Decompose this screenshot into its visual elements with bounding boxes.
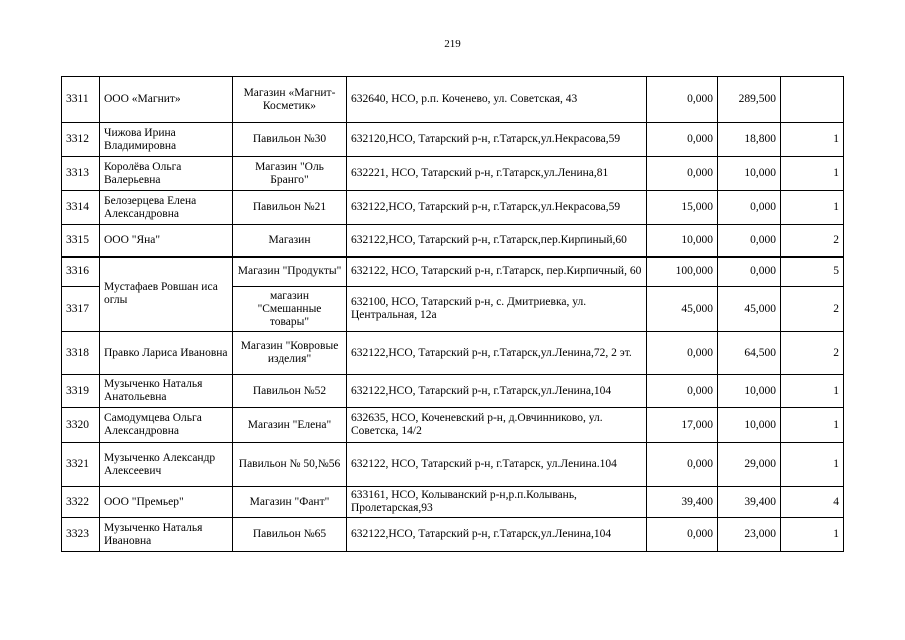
organization-name: ООО "Премьер" bbox=[100, 487, 233, 518]
value-1: 0,000 bbox=[647, 518, 718, 552]
organization-name: Правко Лариса Ивановна bbox=[100, 332, 233, 375]
value-1: 0,000 bbox=[647, 123, 718, 157]
address: 632122,НСО, Татарский р-н, г.Татарск,ул.Ленина,104 bbox=[347, 518, 647, 552]
organization-name: Белозерцева Елена Александровна bbox=[100, 191, 233, 225]
value-3: 2 bbox=[781, 287, 844, 332]
value-3: 1 bbox=[781, 518, 844, 552]
value-1: 17,000 bbox=[647, 408, 718, 443]
organization-name: Музыченко Александр Алексеевич bbox=[100, 443, 233, 487]
row-number: 3322 bbox=[62, 487, 100, 518]
value-1: 15,000 bbox=[647, 191, 718, 225]
table-row bbox=[62, 408, 844, 443]
object-name: магазин "Смешанные товары" bbox=[233, 287, 347, 332]
organization-name: ООО «Магнит» bbox=[100, 77, 233, 123]
row-number: 3320 bbox=[62, 408, 100, 443]
value-1: 0,000 bbox=[647, 157, 718, 191]
row-number: 3319 bbox=[62, 375, 100, 408]
table-row bbox=[62, 332, 844, 375]
value-1: 100,000 bbox=[647, 257, 718, 287]
row-number: 3318 bbox=[62, 332, 100, 375]
value-3 bbox=[781, 77, 844, 123]
table-row bbox=[62, 225, 844, 257]
object-name: Павильон №21 bbox=[233, 191, 347, 225]
organization-name: Музыченко Наталья Анатольевна bbox=[100, 375, 233, 408]
value-3: 1 bbox=[781, 443, 844, 487]
row-number: 3314 bbox=[62, 191, 100, 225]
value-3: 1 bbox=[781, 375, 844, 408]
table-row bbox=[62, 77, 844, 123]
table-row bbox=[62, 443, 844, 487]
value-3: 4 bbox=[781, 487, 844, 518]
object-name: Магазин "Елена" bbox=[233, 408, 347, 443]
registry-table bbox=[61, 76, 844, 552]
table-row bbox=[62, 257, 844, 287]
value-2: 0,000 bbox=[718, 225, 781, 257]
value-2: 45,000 bbox=[718, 287, 781, 332]
row-number: 3315 bbox=[62, 225, 100, 257]
address: 632122, НСО, Татарский р-н, г.Татарск, пер.Кирпичный, 60 bbox=[347, 257, 647, 287]
table-row bbox=[62, 123, 844, 157]
object-name: Магазин "Фант" bbox=[233, 487, 347, 518]
object-name: Павильон №65 bbox=[233, 518, 347, 552]
value-3: 2 bbox=[781, 332, 844, 375]
table-row bbox=[62, 191, 844, 225]
address: 632221, НСО, Татарский р-н, г.Татарск,ул.Ленина,81 bbox=[347, 157, 647, 191]
row-number: 3323 bbox=[62, 518, 100, 552]
table-row bbox=[62, 375, 844, 408]
address: 632635, НСО, Коченевский р-н, д.Овчинниково, ул. Советска, 14/2 bbox=[347, 408, 647, 443]
value-1: 0,000 bbox=[647, 375, 718, 408]
value-3: 5 bbox=[781, 257, 844, 287]
value-1: 0,000 bbox=[647, 77, 718, 123]
address: 632122, НСО, Татарский р-н, г.Татарск, ул.Ленина.104 bbox=[347, 443, 647, 487]
value-2: 64,500 bbox=[718, 332, 781, 375]
table-row bbox=[62, 518, 844, 552]
value-2: 39,400 bbox=[718, 487, 781, 518]
page-number: 219 bbox=[444, 38, 461, 50]
organization-name: Музыченко Наталья Ивановна bbox=[100, 518, 233, 552]
object-name: Магазин "Продукты" bbox=[233, 257, 347, 287]
table-row bbox=[62, 157, 844, 191]
organization-name: Чижова Ирина Владимировна bbox=[100, 123, 233, 157]
value-1: 0,000 bbox=[647, 443, 718, 487]
value-1: 10,000 bbox=[647, 225, 718, 257]
value-3: 1 bbox=[781, 191, 844, 225]
address: 632640, НСО, р.п. Коченево, ул. Советская, 43 bbox=[347, 77, 647, 123]
address: 632100, НСО, Татарский р-н, с. Дмитриевка, ул. Центральная, 12а bbox=[347, 287, 647, 332]
value-2: 0,000 bbox=[718, 257, 781, 287]
value-3: 1 bbox=[781, 157, 844, 191]
object-name: Магазин bbox=[233, 225, 347, 257]
object-name: Павильон №30 bbox=[233, 123, 347, 157]
address: 632122,НСО, Татарский р-н, г.Татарск,ул.Ленина,104 bbox=[347, 375, 647, 408]
value-1: 39,400 bbox=[647, 487, 718, 518]
value-3: 1 bbox=[781, 123, 844, 157]
organization-name: Мустафаев Ровшан иса оглы bbox=[100, 257, 233, 332]
address: 632122,НСО, Татарский р-н, г.Татарск,ул.Ленина,72, 2 эт. bbox=[347, 332, 647, 375]
organization-name: ООО "Яна" bbox=[100, 225, 233, 257]
organization-name: Королёва Ольга Валерьевна bbox=[100, 157, 233, 191]
address: 632120,НСО, Татарский р-н, г.Татарск,ул.Некрасова,59 bbox=[347, 123, 647, 157]
table-row bbox=[62, 487, 844, 518]
address: 632122,НСО, Татарский р-н, г.Татарск,пер.Кирпиный,60 bbox=[347, 225, 647, 257]
value-3: 2 bbox=[781, 225, 844, 257]
value-2: 10,000 bbox=[718, 408, 781, 443]
address: 632122,НСО, Татарский р-н, г.Татарск,ул.Некрасова,59 bbox=[347, 191, 647, 225]
address: 633161, НСО, Колыванский р-н,р.п.Колывань, Пролетарская,93 bbox=[347, 487, 647, 518]
row-number: 3313 bbox=[62, 157, 100, 191]
row-number: 3316 bbox=[62, 257, 100, 287]
row-number: 3321 bbox=[62, 443, 100, 487]
object-name: Магазин "Оль Бранго" bbox=[233, 157, 347, 191]
value-1: 45,000 bbox=[647, 287, 718, 332]
value-2: 289,500 bbox=[718, 77, 781, 123]
value-3: 1 bbox=[781, 408, 844, 443]
row-number: 3311 bbox=[62, 77, 100, 123]
value-2: 18,800 bbox=[718, 123, 781, 157]
object-name: Павильон №52 bbox=[233, 375, 347, 408]
row-number: 3317 bbox=[62, 287, 100, 332]
value-2: 10,000 bbox=[718, 375, 781, 408]
object-name: Магазин "Ковровые изделия" bbox=[233, 332, 347, 375]
value-2: 23,000 bbox=[718, 518, 781, 552]
row-number: 3312 bbox=[62, 123, 100, 157]
object-name: Павильон № 50,№56 bbox=[233, 443, 347, 487]
value-2: 29,000 bbox=[718, 443, 781, 487]
value-1: 0,000 bbox=[647, 332, 718, 375]
organization-name: Самодумцева Ольга Александровна bbox=[100, 408, 233, 443]
value-2: 0,000 bbox=[718, 191, 781, 225]
object-name: Магазин «Магнит-Косметик» bbox=[233, 77, 347, 123]
value-2: 10,000 bbox=[718, 157, 781, 191]
